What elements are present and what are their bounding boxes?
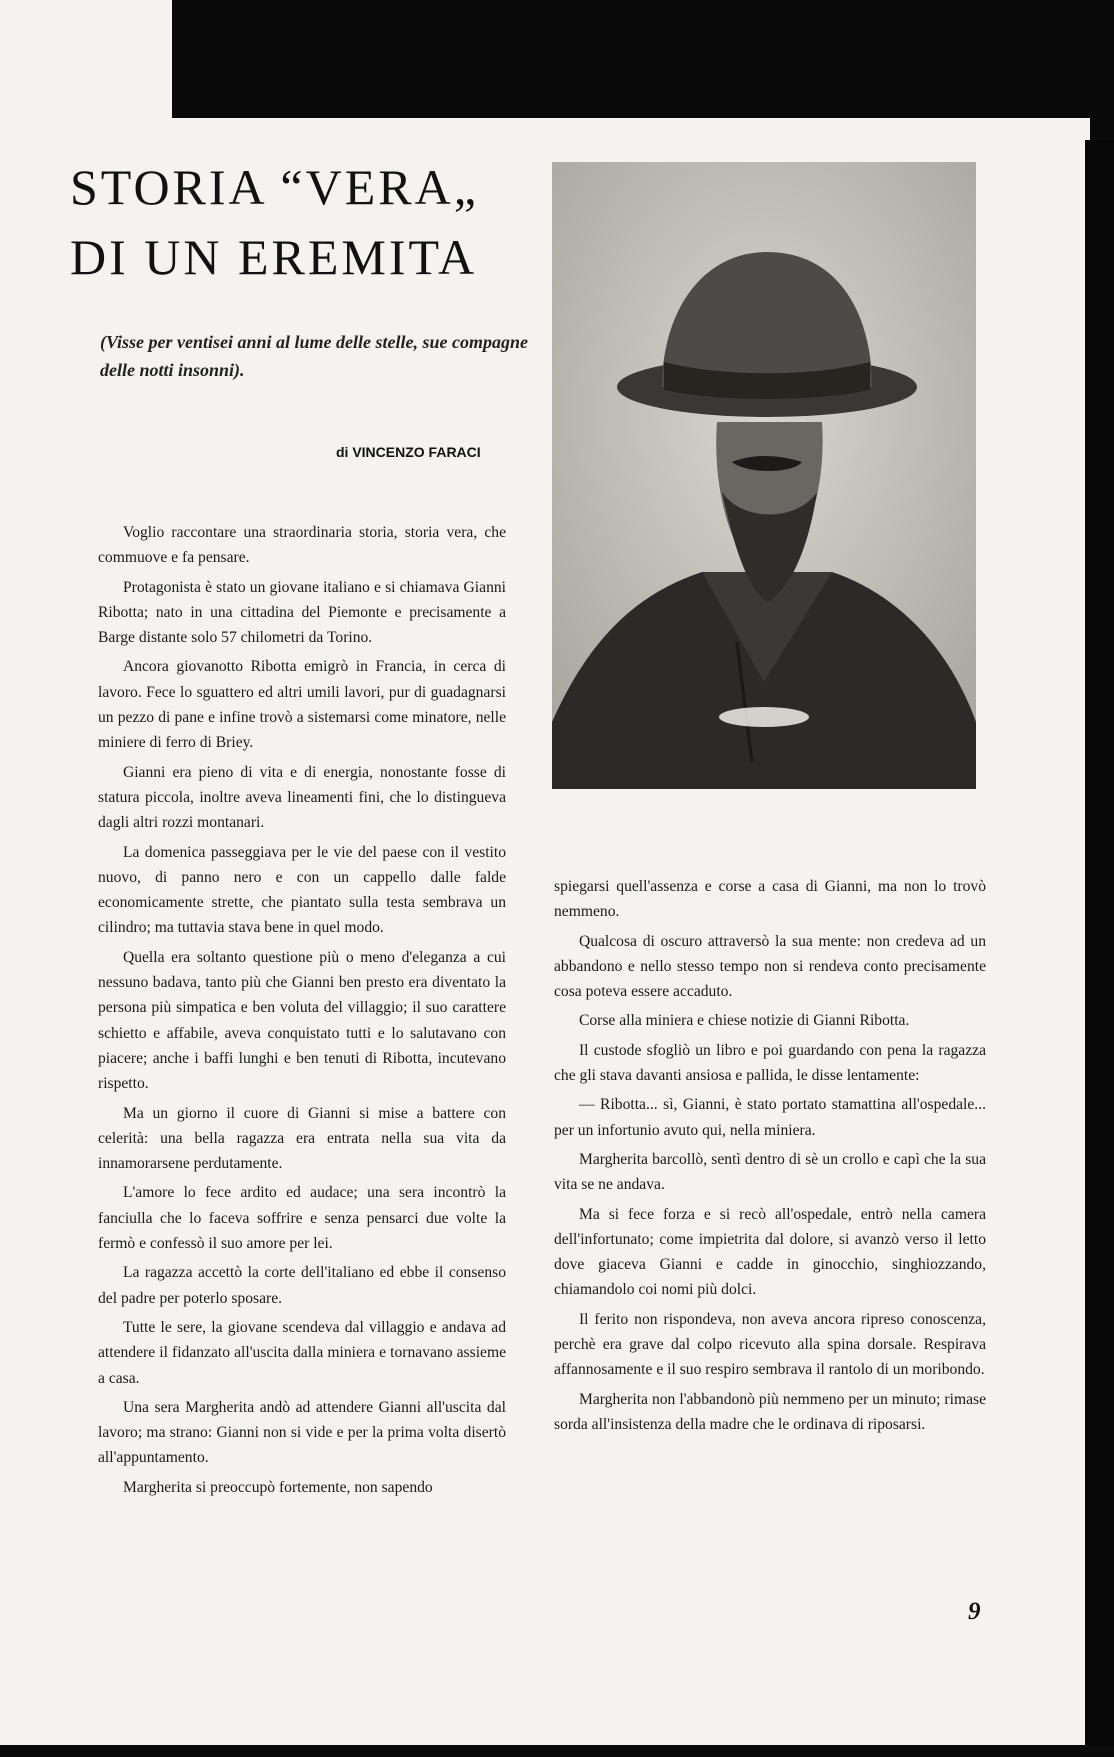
paragraph: Ancora giovanotto Ribotta emigrò in Francia, in cerca di lavoro. Fece lo sguattero ed altri umili lavori, pur di guadagnarsi un pezzo di pane e infine trovò a sistemarsi come minatore, nelle miniere di ferro di Briey. (98, 658, 506, 752)
scan-border-bottom (0, 1745, 1114, 1757)
left-column (98, 520, 506, 1504)
paragraph: Protagonista è stato un giovane italiano e si chiamava Gianni Ribotta; nato in una cittadina del Piemonte e precisamente a Barge distante solo 57 chilometri da Torino. (98, 578, 506, 647)
paragraph: — Ribotta... sì, Gianni, è stato portato stamattina all'ospedale... per un infortunio avuto qui, nella miniera. (554, 1096, 986, 1139)
article-title (70, 152, 530, 292)
paragraph: La ragazza accettò la corte dell'italiano ed ebbe il consenso del padre per poterlo sposare. (98, 1264, 506, 1307)
article-byline: di VINCENZO FARACI (336, 444, 481, 460)
article-subtitle: (Visse per ventisei anni al lume delle stelle, sue compagne delle notti insonni). (100, 332, 528, 380)
paragraph: Il custode sfogliò un libro e poi guardando con pena la ragazza che gli stava davanti ansiosa e pallida, le disse lentamente: (554, 1041, 986, 1085)
paragraph: La domenica passeggiava per le vie del paese con il vestito nuovo, di panno nero e con un cappello dalle falde economicamente strette, che piantato sulla testa sembrava un cilindro; ma tuttavia stava bene in quel modo. (98, 843, 506, 937)
title-line-1: STORIA “VERA„ (70, 159, 479, 215)
scan-border-right (1085, 140, 1114, 1757)
paragraph: Voglio raccontare una straordinaria storia, storia vera, che commuove e fa pensare. (98, 524, 506, 567)
portrait-illustration (552, 162, 976, 789)
paragraph: Quella era soltanto questione più o meno d'eleganza a cui nessuno badava, tanto più che Gianni ben presto era diventato la persona più simpatica e ben voluta del villaggio; il suo carattere schietto e affabile, aveva conquistato tutti e lo salutavano con piacere; anche i baffi lunghi e ben tenuti di Ribotta, incutevano rispetto. (98, 948, 506, 1093)
paragraph: Corse alla miniera e chiese notizie di Gianni Ribotta. (578, 1012, 910, 1030)
title-line-2: DI UN EREMITA (70, 229, 478, 285)
paragraph: Margherita si preoccupò fortemente, non sapendo (122, 1478, 433, 1496)
paragraph: Una sera Margherita andò ad attendere Gianni all'uscita dal lavoro; ma strano: Gianni non si vide e per la prima volta disertò all'appuntamento. (98, 1398, 506, 1467)
paragraph: Qualcosa di oscuro attraversò la sua mente: non credeva ad un abbandono e nello stesso tempo non si rendeva conto precisamente cosa poteva essere accaduto. (554, 932, 986, 1001)
portrait-drawing (552, 162, 976, 789)
paragraph: L'amore lo fece ardito ed audace; una sera incontrò la fanciulla che lo faceva soffrire e senza pensarci due volte la fermò e confessò il suo amore per lei. (98, 1184, 506, 1253)
page-number: 9 (968, 1598, 981, 1625)
paragraph: Gianni era pieno di vita e di energia, nonostante fosse di statura piccola, inoltre aveva lineamenti fini, che lo distingueva dagli altri rozzi montanari. (98, 763, 506, 832)
paragraph: Tutte le sere, la giovane scendeva dal villaggio e andava ad attendere il fidanzato all'uscita dalla miniera e tornavano assieme a casa. (98, 1318, 506, 1387)
paragraph: Margherita barcollò, sentì dentro di sè un crollo e capì che la sua vita se ne andava. (554, 1150, 986, 1194)
page-corner (0, 0, 172, 118)
paragraph: Il ferito non rispondeva, non aveva ancora ripreso conoscenza, perchè era grave dal colpo ricevuto alla spina dorsale. Respirava affannosamente e il suo respiro sembrava il rantolo di un moribondo. (554, 1310, 986, 1379)
paragraph: Ma si fece forza e si recò all'ospedale, entrò nella camera dell'infortunato; come impietrita dal dolore, si avanzò verso il letto dove giaceva Gianni e cadde in ginocchio, singhiozzando, chiamandolo coi nomi più dolci. (554, 1205, 986, 1299)
paragraph: spiegarsi quell'assenza e corse a casa di Gianni, ma non lo trovò nemmeno. (554, 878, 986, 921)
paragraph: Ma un giorno il cuore di Gianni si mise a battere con celerità: una bella ragazza era entrata nella sua vita da innamorarsene perdutamente. (98, 1104, 506, 1173)
right-column (554, 874, 986, 1441)
paragraph: Margherita non l'abbandonò più nemmeno per un minuto; rimase sorda all'insistenza della madre che le ordinava di riposarsi. (554, 1390, 986, 1433)
